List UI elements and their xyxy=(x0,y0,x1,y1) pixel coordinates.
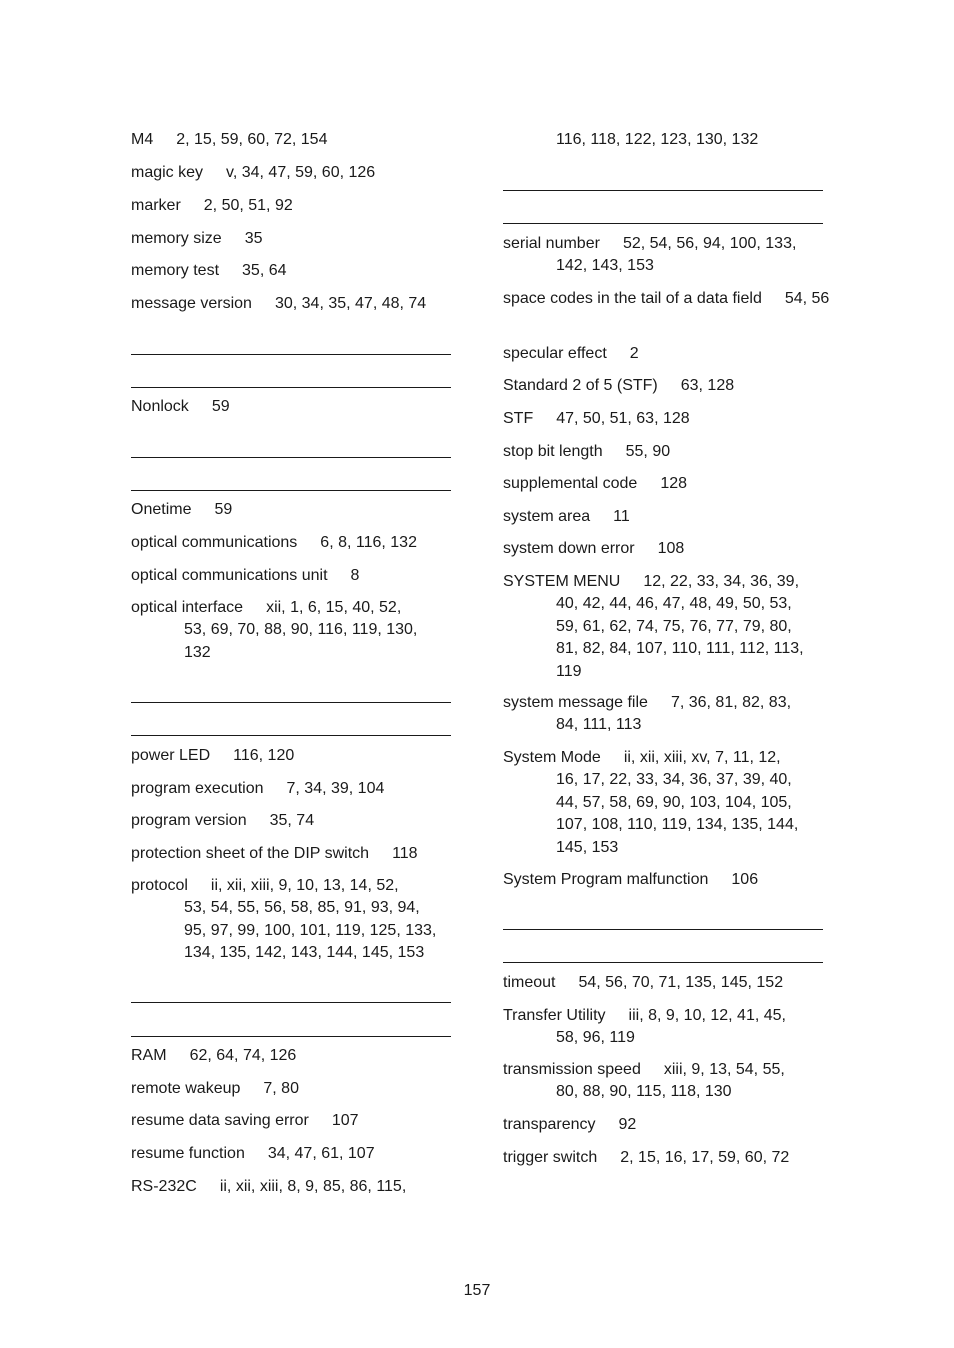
index-entry xyxy=(131,565,451,587)
page-references: 58, 96, 119 xyxy=(556,1029,635,1047)
index-entry xyxy=(131,810,451,832)
page-references: ii, xii, xiii, xv, 7, 11, 12, xyxy=(623,749,781,766)
index-entry xyxy=(503,473,823,495)
page-references: 6, 8, 116, 132 xyxy=(320,534,417,551)
page-references: v, 34, 47, 59, 60, 126 xyxy=(226,164,376,181)
page-references: 34, 47, 61, 107 xyxy=(267,1145,375,1162)
index-entry xyxy=(503,869,823,891)
index-term: RS-232C xyxy=(131,1178,197,1195)
page-references: 55, 90 xyxy=(625,443,671,460)
index-term: resume function xyxy=(131,1145,245,1162)
page-references: 118 xyxy=(392,845,418,862)
index-entry xyxy=(131,129,451,151)
index-term: RAM xyxy=(131,1047,167,1064)
index-entry xyxy=(131,597,451,664)
page-number: 157 xyxy=(463,1282,491,1299)
index-term: protocol xyxy=(131,877,188,894)
index-term: program execution xyxy=(131,780,264,797)
page-references: 53, 54, 55, 56, 58, 85, 91, 93, 94, xyxy=(184,899,420,917)
page-references: 81, 82, 84, 107, 110, 111, 112, 113, xyxy=(556,640,804,658)
page-references: 119 xyxy=(556,662,582,680)
page-references: 35, 64 xyxy=(242,262,287,279)
page-references: 107, 108, 110, 119, 134, 135, 144, xyxy=(556,816,799,834)
page-references: 53, 69, 70, 88, 90, 116, 119, 130, xyxy=(184,621,418,639)
index-term: memory size xyxy=(131,230,222,247)
index-term: optical interface xyxy=(131,599,244,616)
index-entry xyxy=(131,1110,451,1132)
page-references: 128 xyxy=(660,475,688,492)
index-term: transparency xyxy=(503,1116,596,1133)
index-term: memory test xyxy=(131,262,220,279)
index-entry xyxy=(503,1147,823,1169)
page-references: ii, xii, xiii, 9, 10, 13, 14, 52, xyxy=(210,877,399,894)
page-references: 30, 34, 35, 47, 48, 74 xyxy=(274,295,427,312)
index-term: program version xyxy=(131,812,247,829)
index-term: stop bit length xyxy=(503,443,603,460)
index-term: transmission speed xyxy=(503,1061,641,1078)
index-term: Standard 2 of 5 (STF) xyxy=(503,377,658,394)
page-references: 2, 15, 59, 60, 72, 154 xyxy=(176,131,328,148)
index-entry xyxy=(131,162,451,184)
page-references: iii, 8, 9, 10, 12, 41, 45, xyxy=(628,1007,786,1024)
index-term: specular effect xyxy=(503,345,607,362)
index-entry xyxy=(503,506,823,528)
index-term: System Program malfunction xyxy=(503,871,709,888)
index-term: resume data saving error xyxy=(131,1112,309,1129)
page-references: xiii, 9, 13, 54, 55, xyxy=(663,1061,785,1078)
section-divider xyxy=(503,962,823,963)
index-term: space codes in the tail of a data field xyxy=(503,290,762,307)
page-references: 2, 15, 16, 17, 59, 60, 72 xyxy=(620,1149,790,1166)
page-references: 7, 34, 39, 104 xyxy=(286,780,385,797)
index-entry xyxy=(503,571,823,683)
index-term: optical communications unit xyxy=(131,567,328,584)
section-divider xyxy=(131,457,451,458)
index-term: message version xyxy=(131,295,252,312)
index-entry xyxy=(131,745,451,767)
page-references: 2, 50, 51, 92 xyxy=(203,197,293,214)
page-references: 16, 17, 22, 33, 34, 36, 37, 39, 40, xyxy=(556,771,792,789)
page-references: 107 xyxy=(331,1112,359,1129)
index-term: power LED xyxy=(131,747,211,764)
page-references: 62, 64, 74, 126 xyxy=(189,1047,297,1064)
index-term: Nonlock xyxy=(131,398,189,415)
page-references: 84, 111, 113 xyxy=(556,716,642,734)
page-references: 7, 80 xyxy=(263,1080,299,1097)
page-references: 116, 120 xyxy=(233,747,295,764)
page-references: 2 xyxy=(629,345,639,362)
index-entry xyxy=(131,1143,451,1165)
page-references: xii, 1, 6, 15, 40, 52, xyxy=(266,599,402,616)
index-entry xyxy=(503,692,823,737)
index-entry xyxy=(503,408,823,430)
page-references: 92 xyxy=(618,1116,637,1133)
index-term: trigger switch xyxy=(503,1149,598,1166)
page-references: 35, 74 xyxy=(269,812,315,829)
index-entry xyxy=(503,538,823,560)
section-divider xyxy=(131,702,451,703)
index-entry xyxy=(503,129,823,151)
page-references: 52, 54, 56, 94, 100, 133, xyxy=(622,235,797,252)
index-entry xyxy=(503,1059,823,1104)
index-entry xyxy=(131,875,451,965)
index-entry xyxy=(503,747,823,859)
index-entry xyxy=(131,293,451,315)
section-divider xyxy=(503,190,823,191)
page-references: 59, 61, 62, 74, 75, 76, 77, 79, 80, xyxy=(556,617,792,635)
page-references: ii, xii, xiii, 8, 9, 85, 86, 115, xyxy=(219,1178,407,1195)
page-references: 134, 135, 142, 143, 144, 145, 153 xyxy=(184,944,425,962)
index-entry xyxy=(131,228,451,250)
index-term: system down error xyxy=(503,540,635,557)
page-references: 63, 128 xyxy=(680,377,735,394)
index-entry xyxy=(503,343,823,365)
page-references: 7, 36, 81, 82, 83, xyxy=(670,694,792,711)
index-entry xyxy=(503,1005,823,1050)
page-references: 11 xyxy=(613,508,630,525)
page-references: 108 xyxy=(657,540,685,557)
index-entry xyxy=(503,375,823,397)
section-divider xyxy=(503,929,823,930)
index-term: SYSTEM MENU xyxy=(503,573,621,590)
page-references: 40, 42, 44, 46, 47, 48, 49, 50, 53, xyxy=(556,595,792,613)
page-references: 95, 97, 99, 100, 101, 119, 125, 133, xyxy=(184,921,437,939)
section-divider xyxy=(131,735,451,736)
index-entry xyxy=(131,532,451,554)
page-references: 44, 57, 58, 69, 90, 103, 104, 105, xyxy=(556,793,792,811)
index-term: STF xyxy=(503,410,534,427)
index-term: optical communications xyxy=(131,534,298,551)
index-entry xyxy=(131,499,451,521)
index-entry xyxy=(131,843,451,865)
page-references: 106 xyxy=(731,871,759,888)
index-term: supplemental code xyxy=(503,475,638,492)
index-entry xyxy=(131,195,451,217)
index-term: Transfer Utility xyxy=(503,1007,606,1024)
page-references: 54, 56, 70, 71, 135, 145, 152 xyxy=(578,974,784,991)
index-entry xyxy=(131,260,451,282)
index-term: magic key xyxy=(131,164,204,181)
index-entry xyxy=(131,1078,451,1100)
index-term: remote wakeup xyxy=(131,1080,241,1097)
index-entry xyxy=(131,396,451,418)
section-divider xyxy=(131,490,451,491)
page-references: 54, 56 xyxy=(784,290,830,307)
section-divider xyxy=(503,223,823,224)
index-term: System Mode xyxy=(503,749,601,766)
page-references: 47, 50, 51, 63, 128 xyxy=(556,410,690,427)
page-references: 145, 153 xyxy=(556,838,619,856)
index-term: M4 xyxy=(131,131,154,148)
page-references: 59 xyxy=(214,501,233,518)
index-term: Onetime xyxy=(131,501,192,518)
index-entry xyxy=(131,778,451,800)
section-divider xyxy=(131,1002,451,1003)
index-term: system area xyxy=(503,508,591,525)
index-entry xyxy=(503,288,830,310)
section-divider xyxy=(131,387,451,388)
page-references: 12, 22, 33, 34, 36, 39, xyxy=(643,573,800,590)
page-references: 80, 88, 90, 115, 118, 130 xyxy=(556,1083,732,1101)
index-term: protection sheet of the DIP switch xyxy=(131,845,370,862)
section-divider xyxy=(131,1036,451,1037)
page-references: 35 xyxy=(244,230,263,247)
section-divider xyxy=(131,354,451,355)
index-term: timeout xyxy=(503,974,556,991)
index-term: system message file xyxy=(503,694,648,711)
index-term: marker xyxy=(131,197,181,214)
page-references: 116, 118, 122, 123, 130, 132 xyxy=(556,131,759,148)
page-references: 59 xyxy=(211,398,230,415)
index-entry xyxy=(131,1176,451,1198)
index-entry xyxy=(503,233,823,278)
index-entry xyxy=(503,1114,823,1136)
index-entry xyxy=(503,972,823,994)
index-term: serial number xyxy=(503,235,600,252)
page-references: 8 xyxy=(350,567,360,584)
page-references: 142, 143, 153 xyxy=(556,257,654,275)
page-references: 132 xyxy=(184,643,211,661)
index-entry xyxy=(503,441,823,463)
index-entry xyxy=(131,1045,451,1067)
